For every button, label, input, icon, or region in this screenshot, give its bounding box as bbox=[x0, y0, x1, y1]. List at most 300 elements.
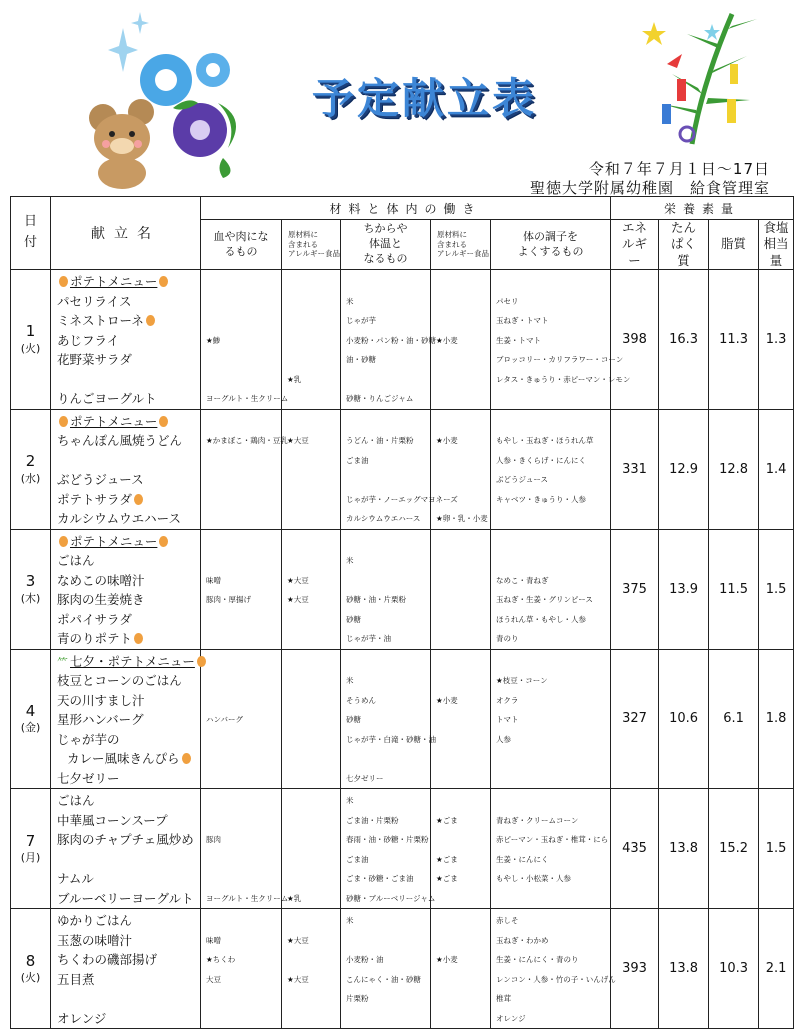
yellow-cell bbox=[341, 649, 436, 789]
ingredient-item bbox=[496, 769, 610, 789]
ingredient-item: もやし・玉ねぎ・ほうれん草 bbox=[496, 436, 594, 445]
dish-item bbox=[57, 791, 200, 811]
dish-name: ゆかりごはん bbox=[57, 913, 133, 928]
dish-item bbox=[57, 451, 200, 471]
fat-value: 11.3 bbox=[709, 270, 759, 410]
dish-name: ごはん bbox=[57, 793, 95, 808]
dish-name: パセリライス bbox=[57, 293, 132, 309]
ingredient-item: 七夕ゼリー bbox=[346, 773, 384, 783]
ingredient-item: 玉ねぎ・わかめ bbox=[496, 935, 549, 945]
ingredient-item: ★大豆 bbox=[287, 935, 309, 945]
dish-item bbox=[57, 551, 200, 571]
ingredient-item bbox=[206, 769, 281, 789]
ingredient-item: 玉ねぎ・生姜・グリンピース bbox=[496, 595, 593, 604]
ingredient-item bbox=[287, 769, 340, 789]
ingredient-item: 豚肉・厚揚げ bbox=[206, 595, 251, 604]
ingredient-item bbox=[346, 412, 430, 432]
day-number: 7 bbox=[25, 831, 36, 850]
dish-name: 玉葱の味噌汁 bbox=[57, 932, 133, 948]
dish-item bbox=[57, 509, 200, 529]
ingredient-item bbox=[287, 710, 340, 730]
day-cell bbox=[11, 789, 51, 909]
green-cell bbox=[491, 909, 616, 1029]
ingredient-item: うどん・油・片栗粉 bbox=[346, 436, 414, 445]
ingredient-item: ★乳 bbox=[287, 893, 302, 903]
potato-icon bbox=[59, 276, 68, 287]
ingredient-item: ★かまぼこ・鶏肉・豆乳 bbox=[206, 436, 288, 445]
header-protein: たん ぱく 質 bbox=[659, 220, 709, 270]
dish-name: ポテトメニュー bbox=[70, 274, 158, 289]
ingredient-item bbox=[346, 1009, 430, 1029]
ingredient-item: 砂糖・りんごジャム bbox=[346, 394, 414, 403]
dish-name: 五目煮 bbox=[57, 971, 95, 987]
ingredient-item bbox=[436, 730, 490, 750]
dish-name: 天の川すまし汁 bbox=[57, 692, 145, 708]
dish-item bbox=[57, 470, 200, 490]
potato-icon bbox=[59, 416, 68, 427]
ingredient-item bbox=[436, 350, 490, 370]
dish-name: 豚肉の生姜焼き bbox=[57, 592, 145, 607]
dish-name: ポテトサラダ bbox=[57, 491, 132, 507]
ingredient-item bbox=[496, 509, 610, 529]
ingredient-item: じゃが芋 bbox=[346, 316, 376, 325]
header-ingredients: 材料と体内の働き bbox=[201, 197, 611, 220]
ingredient-item bbox=[206, 370, 281, 390]
dish-item bbox=[57, 652, 200, 672]
protein-value: 12.9 bbox=[659, 409, 709, 529]
dish-name: あじフライ bbox=[57, 332, 120, 348]
ingredient-item: 油・砂糖 bbox=[346, 355, 376, 364]
dish-list bbox=[51, 789, 201, 909]
ingredient-item: こんにゃく・油・砂糖 bbox=[346, 974, 421, 984]
header-green-foods: 体の調子を よくするもの bbox=[491, 220, 611, 270]
weekday: (火) bbox=[20, 971, 41, 985]
ingredient-item bbox=[436, 769, 490, 789]
ingredient-item bbox=[206, 412, 281, 432]
header-yellow-allergy: 原材料に 含まれる アレルギー食品 bbox=[431, 220, 491, 270]
ingredient-item bbox=[287, 869, 340, 889]
ingredient-item: ごま油・片栗粉 bbox=[346, 815, 399, 825]
dish-name: ブルーベリーヨーグルト bbox=[57, 890, 194, 906]
ingredient-item bbox=[287, 311, 340, 331]
yellow-allergy-cell bbox=[431, 409, 491, 529]
red-allergy-cell bbox=[282, 909, 341, 1029]
ingredient-item bbox=[206, 629, 281, 649]
ingredient-item: ぶどうジュース bbox=[496, 475, 548, 484]
fat-value: 11.5 bbox=[709, 529, 759, 649]
ingredient-item bbox=[496, 551, 610, 571]
ingredient-item bbox=[206, 850, 281, 870]
dish-item bbox=[57, 490, 200, 510]
ingredient-item bbox=[206, 292, 281, 312]
dish-item bbox=[57, 710, 200, 730]
ingredient-item bbox=[206, 652, 281, 672]
energy-value: 327 bbox=[611, 649, 659, 789]
ingredient-item: 米 bbox=[346, 916, 354, 925]
ingredient-item: 生姜・にんにく・青のり bbox=[496, 955, 579, 964]
dish-name: ポテトメニュー bbox=[70, 533, 158, 549]
yellow-allergy-cell bbox=[431, 649, 491, 789]
red-cell bbox=[201, 649, 282, 789]
ingredient-item bbox=[436, 889, 490, 909]
potato-icon bbox=[59, 536, 68, 547]
ingredient-item: レタス・きゅうり・赤ピーマン・レモン bbox=[496, 374, 631, 384]
yellow-allergy-cell bbox=[431, 789, 491, 909]
dish-item bbox=[57, 911, 200, 931]
header-energy: エネ ルギ ー bbox=[611, 220, 659, 270]
ingredient-item: 米 bbox=[346, 556, 354, 565]
potato-icon bbox=[159, 536, 168, 547]
energy-value: 331 bbox=[611, 409, 659, 529]
green-cell bbox=[491, 529, 611, 649]
red-allergy-cell bbox=[282, 270, 341, 410]
dish-name: 枝豆とコーンのごはん bbox=[57, 673, 182, 688]
ingredient-item: 砂糖 bbox=[346, 715, 361, 724]
ingredient-item bbox=[206, 350, 281, 370]
ingredient-item: 味噌 bbox=[206, 575, 221, 585]
ingredient-item bbox=[346, 571, 430, 591]
ingredient-item bbox=[206, 551, 281, 571]
dish-name: 青のりポテト bbox=[57, 631, 133, 646]
ingredient-item: そうめん bbox=[346, 695, 376, 705]
ingredient-item bbox=[287, 730, 340, 750]
potato-icon bbox=[197, 656, 206, 667]
dish-item bbox=[57, 671, 200, 691]
fat-value: 6.1 bbox=[709, 649, 759, 789]
bear-morning-glory-icon bbox=[78, 8, 258, 188]
ingredient-item bbox=[436, 590, 490, 610]
ingredient-item: 砂糖 bbox=[346, 614, 361, 624]
table-row bbox=[11, 529, 794, 649]
ingredient-item: ごま油 bbox=[346, 854, 369, 864]
yellow-allergy-cell bbox=[431, 909, 491, 1029]
ingredient-item bbox=[287, 292, 340, 312]
dish-item bbox=[57, 389, 200, 409]
ingredient-item: 玉ねぎ・トマト bbox=[496, 316, 549, 325]
ingredient-item: 米 bbox=[346, 676, 354, 685]
ingredient-item bbox=[206, 749, 281, 769]
dish-name: オレンジ bbox=[57, 1010, 107, 1026]
dish-item bbox=[57, 629, 200, 649]
ingredient-item: レンコン・人参・竹の子・いんげん bbox=[496, 974, 616, 984]
header-nutrition: 栄養素量 bbox=[611, 197, 794, 220]
organization-name: 聖徳大学附属幼稚園 給食管理室 bbox=[529, 179, 770, 197]
ingredient-item bbox=[436, 292, 490, 312]
ingredient-item bbox=[496, 389, 610, 409]
dish-item bbox=[57, 931, 200, 951]
header-menu-name: 献立名 bbox=[51, 197, 201, 270]
dish-list bbox=[51, 909, 201, 1029]
red-cell bbox=[201, 909, 282, 1029]
dish-item bbox=[57, 1009, 200, 1029]
ingredient-item bbox=[206, 532, 281, 552]
red-allergy-cell bbox=[282, 529, 341, 649]
dish-item bbox=[57, 769, 200, 789]
ingredient-item bbox=[287, 652, 340, 672]
ingredient-item bbox=[436, 412, 490, 432]
ingredient-item: 青のり bbox=[496, 634, 519, 643]
dish-name: ミネストローネ bbox=[57, 313, 144, 328]
protein-value: 16.3 bbox=[659, 270, 709, 410]
ingredient-item: ★大豆 bbox=[287, 575, 309, 585]
ingredient-item bbox=[206, 691, 281, 711]
dish-item bbox=[57, 331, 200, 351]
dish-item bbox=[57, 970, 200, 990]
ingredient-item bbox=[287, 470, 340, 490]
dish-name: 七夕・ポテトメニュー bbox=[70, 653, 195, 669]
red-cell bbox=[201, 409, 288, 529]
ingredient-item: ヨーグルト・生クリーム bbox=[206, 893, 289, 903]
weekday: (水) bbox=[20, 471, 41, 485]
ingredient-item: パセリ bbox=[496, 296, 519, 306]
day-cell bbox=[11, 409, 51, 529]
ingredient-item bbox=[436, 710, 490, 730]
ingredient-item: 人参・きくらげ・にんにく bbox=[496, 455, 586, 465]
protein-value: 13.8 bbox=[659, 789, 709, 909]
ingredient-item: ★乳 bbox=[287, 374, 302, 384]
dish-item bbox=[57, 749, 200, 769]
ingredient-item: ★ごま bbox=[436, 874, 458, 883]
salt-value: 1.5 bbox=[759, 789, 794, 909]
ingredient-item bbox=[206, 470, 281, 490]
table-row bbox=[11, 409, 794, 529]
energy-value: 398 bbox=[611, 270, 659, 410]
protein-value: 13.8 bbox=[659, 909, 709, 1029]
ingredient-item: オクラ bbox=[496, 695, 519, 705]
ingredient-item bbox=[496, 652, 610, 672]
ingredient-item bbox=[206, 509, 281, 529]
ingredient-item bbox=[287, 911, 340, 931]
dish-name: ぶどうジュース bbox=[57, 472, 144, 487]
potato-icon bbox=[182, 753, 191, 764]
ingredient-item: ごま・砂糖・ごま油 bbox=[346, 874, 414, 883]
ingredient-item: 青ねぎ・クリームコーン bbox=[496, 815, 579, 825]
ingredient-item bbox=[436, 470, 490, 490]
dish-name: ちくわの磯部揚げ bbox=[57, 952, 158, 967]
potato-icon bbox=[159, 276, 168, 287]
dish-item bbox=[57, 370, 200, 390]
dish-item bbox=[57, 830, 200, 850]
ingredient-item: 米 bbox=[346, 796, 354, 805]
dish-name: ポパイサラダ bbox=[57, 611, 132, 627]
potato-icon bbox=[159, 416, 168, 427]
ingredient-item bbox=[206, 610, 281, 630]
dish-item bbox=[57, 610, 200, 630]
ingredient-item: ★小麦 bbox=[436, 335, 458, 345]
ingredient-item bbox=[346, 532, 430, 552]
ingredient-item bbox=[287, 610, 340, 630]
ingredient-item bbox=[287, 989, 340, 1009]
dish-list bbox=[51, 649, 201, 789]
table-row bbox=[11, 909, 794, 1029]
ingredient-item bbox=[206, 311, 281, 331]
ingredient-item: 小麦粉・パン粉・油・砂糖 bbox=[346, 335, 436, 345]
ingredient-item bbox=[287, 532, 340, 552]
dish-name: なめこの味噌汁 bbox=[57, 572, 145, 588]
salt-value: 1.4 bbox=[759, 409, 794, 529]
dish-item bbox=[57, 311, 200, 331]
ingredient-item bbox=[287, 1009, 340, 1029]
dish-list bbox=[51, 409, 201, 529]
ingredient-item: キャベツ・きゅうり・人参 bbox=[496, 494, 586, 504]
ingredient-item: 生姜・トマト bbox=[496, 335, 541, 345]
ingredient-item bbox=[496, 791, 610, 811]
ingredient-item bbox=[287, 331, 340, 351]
day-number: 4 bbox=[25, 701, 36, 720]
ingredient-item: ★小麦 bbox=[436, 436, 458, 445]
ingredient-item: 生姜・にんにく bbox=[496, 854, 549, 864]
table-row bbox=[11, 270, 794, 410]
ingredient-item bbox=[206, 730, 281, 750]
ingredient-item: 赤しそ bbox=[496, 916, 519, 925]
dish-item bbox=[57, 571, 200, 591]
ingredient-item bbox=[206, 451, 281, 471]
red-allergy-cell bbox=[282, 409, 341, 529]
ingredient-item bbox=[287, 691, 340, 711]
ingredient-item bbox=[206, 671, 281, 691]
potato-icon bbox=[146, 315, 155, 326]
ingredient-item: 人参 bbox=[496, 734, 511, 744]
ingredient-item bbox=[436, 629, 490, 649]
fat-value: 15.2 bbox=[709, 789, 759, 909]
ingredient-item bbox=[206, 811, 281, 831]
ingredient-item bbox=[436, 451, 490, 471]
potato-icon bbox=[134, 494, 143, 505]
ingredient-item: ★枝豆・コーン bbox=[496, 676, 548, 685]
weekday: (火) bbox=[20, 341, 41, 355]
fat-value: 10.3 bbox=[709, 909, 759, 1029]
ingredient-item bbox=[436, 749, 490, 769]
ingredient-item bbox=[206, 272, 281, 292]
ingredient-item: オレンジ bbox=[496, 1013, 526, 1023]
table-row bbox=[11, 789, 794, 909]
dish-item bbox=[57, 950, 200, 970]
dish-item bbox=[57, 431, 200, 451]
ingredient-item: ★鯵 bbox=[206, 335, 221, 345]
ingredient-item bbox=[496, 889, 610, 909]
weekday: (金) bbox=[20, 721, 41, 735]
ingredient-item: 片栗粉 bbox=[346, 994, 369, 1003]
dish-name: 七夕ゼリー bbox=[57, 770, 120, 786]
dish-name: ナムル bbox=[57, 871, 94, 886]
ingredient-item: カルシウムウエハース bbox=[346, 514, 421, 523]
ingredient-item bbox=[496, 532, 610, 552]
header-fat: 脂質 bbox=[709, 220, 759, 270]
ingredient-item bbox=[287, 551, 340, 571]
ingredient-item: ★小麦 bbox=[436, 695, 458, 705]
date-range: 令和７年７月１日～17日 bbox=[588, 160, 770, 178]
ingredient-item bbox=[206, 869, 281, 889]
day-number: 8 bbox=[25, 951, 36, 970]
green-cell bbox=[491, 789, 611, 909]
ingredient-item: 赤ピーマン・玉ねぎ・椎茸・にら bbox=[496, 835, 609, 844]
green-cell bbox=[491, 649, 611, 789]
day-number: 2 bbox=[25, 452, 36, 471]
ingredient-item bbox=[287, 272, 340, 292]
dish-name: ポテトメニュー bbox=[70, 413, 158, 429]
ingredient-item: 椎茸 bbox=[496, 994, 511, 1003]
dish-name: 中華風コーンスープ bbox=[57, 812, 168, 828]
ingredient-item bbox=[436, 370, 490, 390]
dish-item bbox=[57, 292, 200, 312]
page-title: 予定献立表 bbox=[312, 74, 538, 123]
ingredient-item bbox=[436, 389, 490, 409]
ingredient-item bbox=[436, 989, 490, 1009]
salt-value: 1.3 bbox=[759, 270, 794, 410]
dish-list bbox=[51, 529, 201, 649]
table-row bbox=[11, 649, 794, 789]
ingredient-item bbox=[287, 791, 340, 811]
yellow-cell bbox=[341, 270, 436, 410]
day-cell bbox=[11, 649, 51, 789]
ingredient-item bbox=[436, 1009, 490, 1029]
ingredient-item bbox=[436, 571, 490, 591]
yellow-cell bbox=[341, 529, 431, 649]
dish-name: ごはん bbox=[57, 553, 95, 568]
ingredient-item: ★小麦 bbox=[436, 955, 458, 964]
ingredient-item: ★卵・乳・小麦 bbox=[436, 514, 488, 523]
ingredient-item bbox=[346, 272, 430, 292]
day-number: 1 bbox=[25, 322, 36, 341]
dish-name: ちゃんぽん風焼うどん bbox=[57, 433, 183, 448]
ingredient-item: 砂糖・ブルーベリージャム bbox=[346, 893, 436, 903]
ingredient-item: なめこ・青ねぎ bbox=[496, 575, 549, 585]
ingredient-item bbox=[346, 470, 430, 490]
ingredient-item bbox=[287, 850, 340, 870]
ingredient-item bbox=[287, 811, 340, 831]
bamboo-icon: ⺮ bbox=[57, 655, 68, 669]
salt-value: 1.5 bbox=[759, 529, 794, 649]
ingredient-item bbox=[436, 671, 490, 691]
ingredient-item bbox=[346, 749, 430, 769]
ingredient-item bbox=[436, 311, 490, 331]
ingredient-item: ほうれん草・もやし・人参 bbox=[496, 614, 586, 624]
ingredient-item: ★ちくわ bbox=[206, 955, 236, 964]
ingredient-item: 米 bbox=[346, 296, 354, 306]
ingredient-item: 春雨・油・砂糖・片栗粉 bbox=[346, 835, 429, 844]
red-cell bbox=[201, 789, 289, 909]
salt-value: 1.8 bbox=[759, 649, 794, 789]
ingredient-item bbox=[287, 671, 340, 691]
day-cell bbox=[11, 909, 51, 1029]
ingredient-item bbox=[287, 350, 340, 370]
day-number: 3 bbox=[25, 572, 36, 591]
weekday: (木) bbox=[20, 591, 41, 605]
dish-name: カレー風味きんぴら bbox=[67, 751, 180, 766]
protein-value: 13.9 bbox=[659, 529, 709, 649]
ingredient-item bbox=[496, 272, 610, 292]
green-cell bbox=[491, 409, 611, 529]
header-red-foods: 血や肉にな るもの bbox=[201, 220, 282, 270]
ingredient-item bbox=[436, 551, 490, 571]
potato-icon bbox=[134, 633, 143, 644]
ingredient-item: ヨーグルト・生クリーム bbox=[206, 394, 289, 403]
ingredient-item bbox=[287, 749, 340, 769]
ingredient-item: ★ごま bbox=[436, 854, 458, 864]
dish-name: 星形ハンバーグ bbox=[57, 712, 144, 727]
ingredient-item: ★大豆 bbox=[287, 436, 309, 445]
ingredient-item bbox=[436, 911, 490, 931]
dish-name: りんごヨーグルト bbox=[57, 391, 157, 406]
dish-item bbox=[57, 811, 200, 831]
ingredient-item bbox=[436, 830, 490, 850]
yellow-allergy-cell bbox=[431, 529, 491, 649]
ingredient-item bbox=[346, 370, 430, 390]
ingredient-item: 大豆 bbox=[206, 974, 221, 984]
ingredient-item: ★ごま bbox=[436, 815, 458, 825]
ingredient-item: 味噌 bbox=[206, 935, 221, 945]
ingredient-item bbox=[436, 970, 490, 990]
